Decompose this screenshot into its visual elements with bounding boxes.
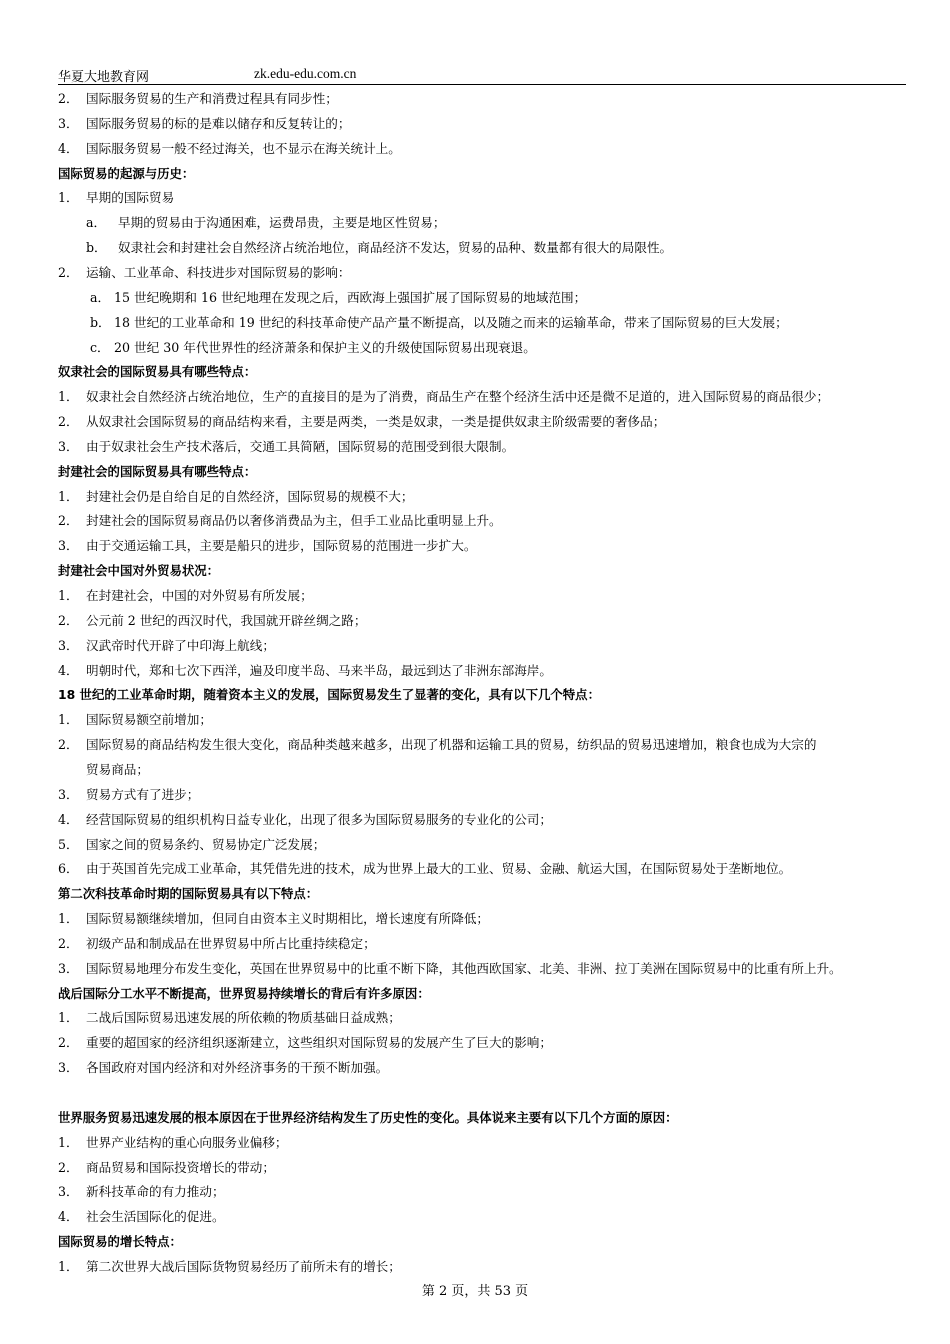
page-header: [58, 62, 906, 85]
list-item-number: a．: [90, 289, 111, 305]
section-heading: 18 世纪的工业革命时期，随着资本主义的发展，国际贸易发生了显著的变化，具有以下几个特点：: [58, 687, 600, 703]
section-heading: 奴隶社会的国际贸易具有哪些特点：: [58, 364, 257, 380]
list-item-text: 经营国际贸易的组织机构日益专业化，出现了很多为国际贸易服务的专业化的公司；: [86, 811, 552, 827]
list-item-text: 由于交通运输工具，主要是船只的进步，国际贸易的范围进一步扩大。: [86, 538, 477, 554]
list-item-number: 2．: [58, 414, 79, 430]
list-item-text: 世界产业结构的重心向服务业偏移；: [86, 1134, 288, 1150]
list-item-text: 汉武帝时代开辟了中印海上航线；: [86, 637, 275, 653]
list-item-number: 1．: [58, 911, 79, 927]
list-item-number: 5．: [58, 836, 79, 852]
list-item-text: 在封建社会，中国的对外贸易有所发展；: [86, 588, 313, 603]
list-item-text: 贸易方式有了进步；: [86, 786, 200, 802]
list-item-text: 第二次世界大战后国际货物贸易经历了前所未有的增长；: [86, 1258, 401, 1274]
list-item-number: 1．: [58, 712, 79, 728]
list-item-number: 3．: [58, 1184, 79, 1200]
list-item-number: 4．: [58, 662, 79, 678]
list-item-text: 国际服务贸易的标的是难以储存和反复转让的；: [86, 115, 351, 131]
list-item-text: 早期的贸易由于沟通困难，运费昂贵，主要是地区性贸易；: [118, 215, 446, 231]
list-item-text: 明朝时代，郑和七次下西洋，遍及印度半岛、马来半岛，最远到达了非洲东部海岸。: [86, 662, 552, 678]
list-item-number: b．: [86, 240, 107, 256]
list-item-text: 社会生活国际化的促进。: [86, 1209, 225, 1225]
list-item-number: 2．: [58, 264, 79, 280]
list-item-text: 贸易商品；: [86, 761, 149, 777]
list-item-text: 早期的国际贸易: [86, 190, 175, 206]
list-item-number: 3．: [58, 1060, 79, 1076]
list-item-text: 重要的超国家的经济组织逐渐建立，这些组织对国际贸易的发展产生了巨大的影响；: [86, 1035, 552, 1051]
list-item-text: 奴隶社会自然经济占统治地位，生产的直接目的是为了消费，商品生产在整个经济生活中还是微不足道的，进入国际贸易的商品很少；: [86, 389, 830, 405]
list-item-text: 20 世纪 30 年代世界性的经济萧条和保护主义的升级使国际贸易出现衰退。: [114, 339, 536, 355]
section-heading: 国际贸易的起源与历史：: [58, 165, 195, 181]
list-item-text: 商品贸易和国际投资增长的带动；: [86, 1159, 275, 1175]
list-item-text: 国际贸易额空前增加；: [86, 712, 212, 728]
list-item-number: 2．: [58, 91, 79, 106]
section-heading: 封建社会中国对外贸易状况：: [58, 563, 220, 579]
list-item-number: c．: [90, 339, 110, 355]
list-item-number: a．: [86, 215, 107, 231]
list-item-text: 从奴隶社会国际贸易的商品结构来看，主要是两类，一类是奴隶，一类是提供奴隶主阶级需要的奢侈品；: [86, 414, 666, 430]
section-heading: 第二次科技革命时期的国际贸易具有以下特点：: [58, 886, 319, 902]
document-page: [58, 62, 906, 1274]
section-heading: 封建社会的国际贸易具有哪些特点：: [58, 463, 257, 479]
list-item-text: 新科技革命的有力推动；: [86, 1184, 225, 1200]
list-item-number: 3．: [58, 438, 79, 454]
section-heading: 国际贸易的增长特点：: [58, 1234, 182, 1250]
list-item-number: 3．: [58, 786, 79, 802]
list-item-number: 6．: [58, 861, 79, 877]
list-item-number: 1．: [58, 588, 79, 603]
list-item-text: 国际服务贸易的生产和消费过程具有同步性；: [86, 91, 338, 106]
list-item-text: 国际服务贸易一般不经过海关，也不显示在海关统计上。: [86, 140, 401, 156]
list-item-text: 由于奴隶社会生产技术落后，交通工具简陋，国际贸易的范围受到很大限制。: [86, 438, 515, 454]
section-heading: 世界服务贸易迅速发展的根本原因在于世界经济结构发生了历史性的变化。具体说来主要有以下几个方面的原因：: [58, 1109, 678, 1125]
list-item-text: 奴隶社会和封建社会自然经济占统治地位，商品经济不发达，贸易的品种、数量都有很大的局限性。: [118, 240, 673, 256]
list-item-number: 1．: [58, 1010, 79, 1026]
list-item-number: 2．: [58, 612, 79, 628]
list-item-text: 由于英国首先完成工业革命，其凭借先进的技术，成为世界上最大的工业、贸易、金融、航运大国，在国际贸易处于垄断地位。: [86, 861, 792, 877]
list-item-text: 各国政府对国内经济和对外经济事务的干预不断加强。: [86, 1060, 389, 1076]
list-item-text: 国际贸易额继续增加，但同自由资本主义时期相比，增长速度有所降低；: [86, 911, 489, 927]
list-item-number: b．: [90, 314, 111, 330]
list-item-text: 国际贸易的商品结构发生很大变化，商品种类越来越多，出现了机器和运输工具的贸易，纺织品的贸易迅速增加，粮食也成为大宗的: [86, 737, 817, 753]
list-item-text: 公元前 2 世纪的西汉时代，我国就开辟丝绸之路；: [86, 612, 367, 628]
list-item-number: 2．: [58, 737, 79, 753]
list-item-number: 2．: [58, 935, 79, 951]
list-item-text: 国家之间的贸易条约、贸易协定广泛发展；: [86, 836, 326, 852]
list-item-text: 封建社会的国际贸易商品仍以奢侈消费品为主，但手工业品比重明显上升。: [86, 513, 502, 529]
list-item-text: 国际贸易地理分布发生变化，英国在世界贸易中的比重不断下降，其他西欧国家、北美、非洲、拉丁美洲在国际贸易中的比重有所上升。: [86, 960, 842, 976]
list-item-number: 2．: [58, 513, 79, 529]
list-item-number: 2．: [58, 1159, 79, 1175]
list-item-number: 1．: [58, 190, 79, 206]
list-item-number: 3．: [58, 538, 79, 554]
list-item-number: 1．: [58, 389, 79, 405]
list-item-number: 1．: [58, 1258, 79, 1274]
list-item-number: 4．: [58, 811, 79, 827]
list-item-text: 二战后国际贸易迅速发展的所依赖的物质基础日益成熟；: [86, 1010, 401, 1026]
list-item-number: 3．: [58, 960, 79, 976]
list-item-text: 封建社会仍是自给自足的自然经济，国际贸易的规模不大；: [86, 488, 414, 504]
header-site-url: zk.edu-edu.com.cn: [254, 66, 357, 81]
list-item-number: 4．: [58, 140, 79, 156]
list-item-text: 初级产品和制成品在世界贸易中所占比重持续稳定；: [86, 935, 376, 951]
list-item-number: 4．: [58, 1209, 79, 1225]
page-footer: 第 2 页，共 53 页: [421, 1284, 529, 1299]
list-item-number: 2．: [58, 1035, 79, 1051]
list-item-text: 运输、工业革命、科技进步对国际贸易的影响：: [86, 264, 351, 280]
list-item-number: 3．: [58, 115, 79, 131]
list-item-number: 3．: [58, 637, 79, 653]
section-heading: 战后国际分工水平不断提高，世界贸易持续增长的背后有许多原因：: [58, 985, 430, 1001]
list-item-text: 15 世纪晚期和 16 世纪地理在发现之后，西欧海上强国扩展了国际贸易的地域范围；: [114, 289, 587, 305]
list-item-text: 18 世纪的工业革命和 19 世纪的科技革命使产品产量不断提高，以及随之而来的运输革命，带来了国际贸易的巨大发展；: [114, 314, 788, 330]
list-item-number: 1．: [58, 488, 79, 504]
list-item-number: 1．: [58, 1134, 79, 1150]
header-site-name: 华夏大地教育网: [58, 70, 150, 85]
